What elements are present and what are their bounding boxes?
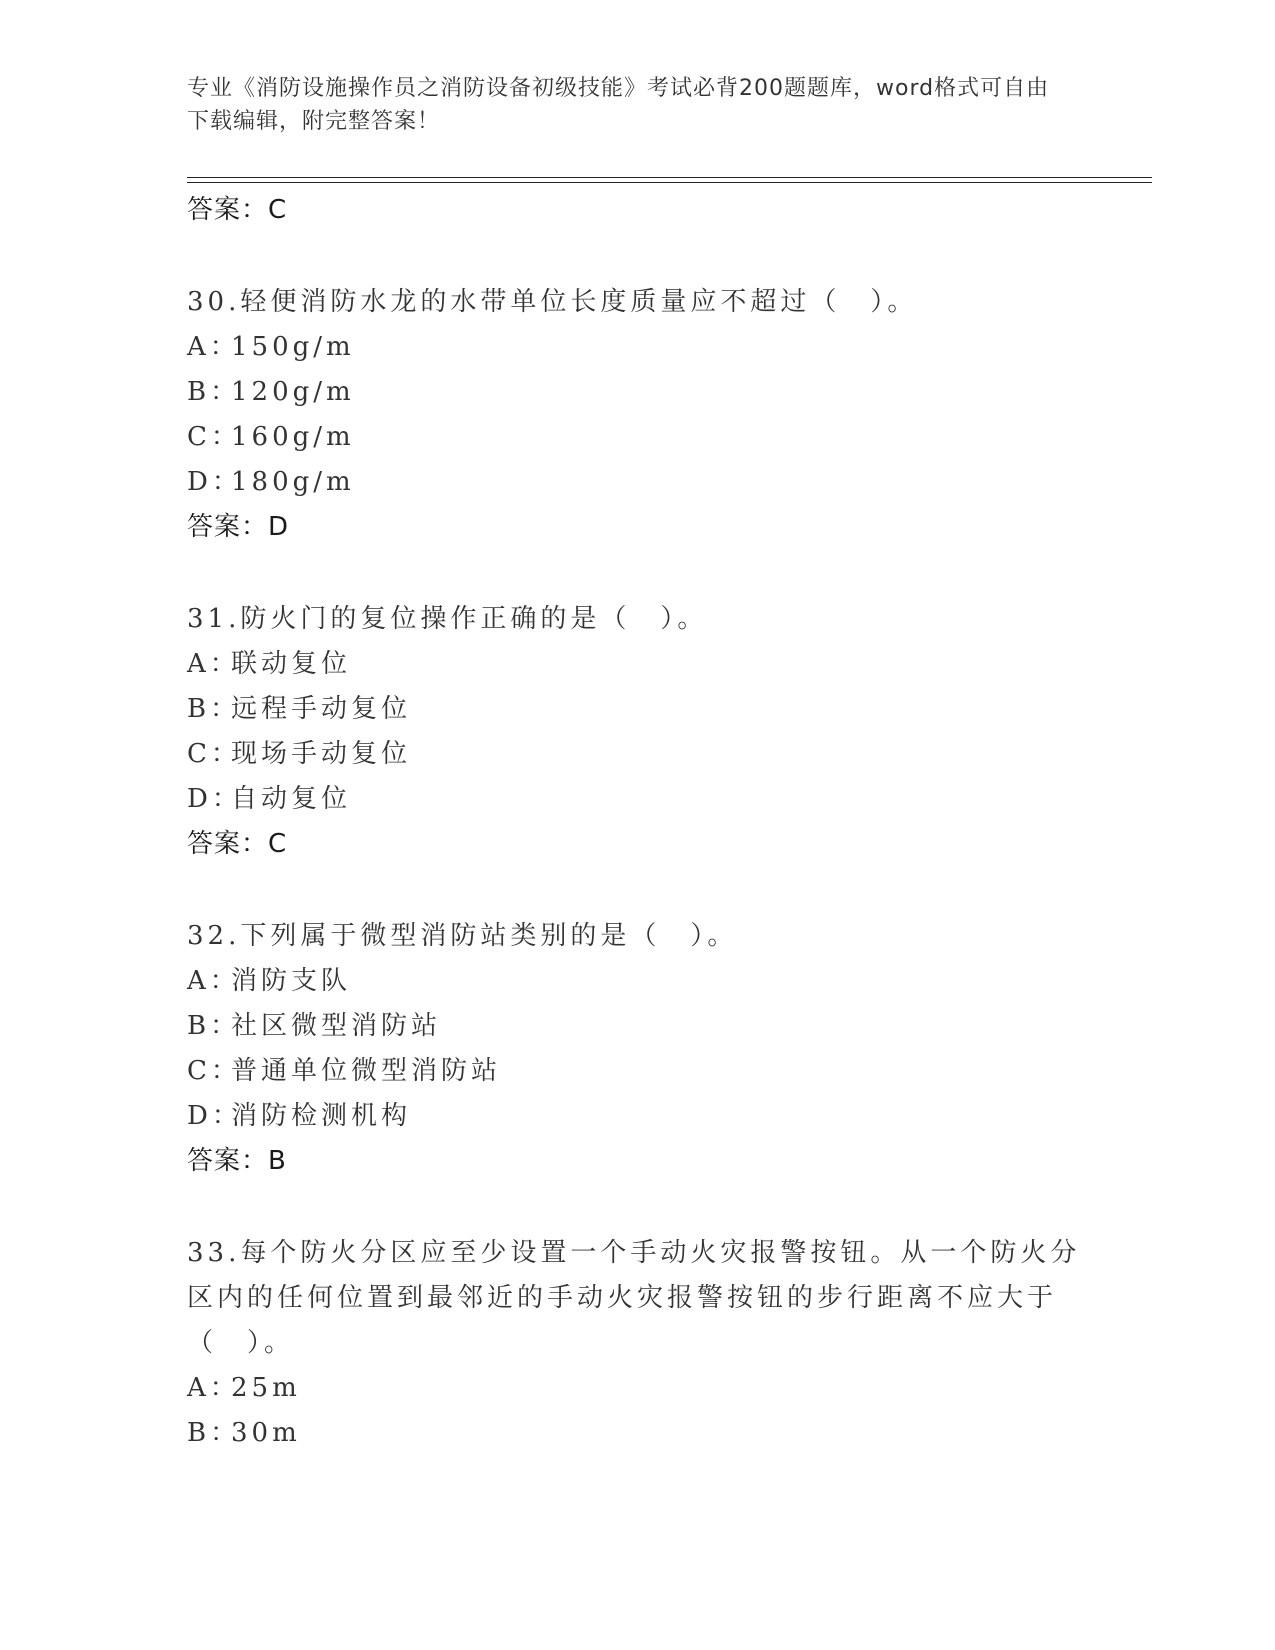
- option-text: 消防支队: [231, 966, 352, 996]
- option-key: B：: [187, 1011, 241, 1041]
- option-c: [187, 1049, 1087, 1094]
- option-text: 普通单位微型消防站: [231, 1056, 502, 1086]
- option-key: D：: [187, 1101, 242, 1131]
- question-stem: 31.防火门的复位操作正确的是（ ）。: [187, 604, 708, 634]
- option-d: [187, 777, 1087, 822]
- option-text: 消防检测机构: [231, 1101, 412, 1131]
- option-text: 自动复位: [231, 784, 352, 814]
- option-text: 25m: [231, 1373, 301, 1403]
- question-list: [187, 188, 1087, 1456]
- option-b: [187, 1411, 1087, 1456]
- option-key: D：: [187, 784, 242, 814]
- option-b: [187, 1004, 1087, 1049]
- option-key: C：: [187, 739, 241, 769]
- option-d: [187, 460, 1087, 505]
- option-key: A：: [187, 966, 240, 996]
- option-a: [187, 959, 1087, 1004]
- option-text: 150g/m: [231, 332, 355, 362]
- option-a: [187, 325, 1087, 370]
- option-a: [187, 642, 1087, 687]
- option-key: C：: [187, 422, 241, 452]
- option-key: A：: [187, 332, 240, 362]
- option-c: [187, 415, 1087, 460]
- question-33: [187, 1231, 1087, 1456]
- option-key: B：: [187, 377, 241, 407]
- previous-answer: 答案：C: [187, 195, 288, 225]
- option-c: [187, 732, 1087, 777]
- option-text: 120g/m: [231, 377, 355, 407]
- option-text: 160g/m: [231, 422, 355, 452]
- answer: 答案：D: [187, 512, 290, 542]
- document-header: 专业《消防设施操作员之消防设备初级技能》考试必背200题题库，word格式可自由下载编辑，附完整答案！: [187, 76, 1050, 134]
- header-divider-bottom: [187, 182, 1152, 183]
- answer: 答案：B: [187, 1146, 287, 1176]
- option-key: B：: [187, 1418, 241, 1448]
- option-d: [187, 1094, 1087, 1139]
- question-stem: 33.每个防火分区应至少设置一个手动火灾报警按钮。从一个防火分区内的任何位置到最邻近的手动火灾报警按钮的步行距离不应大于（ ）。: [187, 1238, 1081, 1358]
- option-text: 远程手动复位: [231, 694, 412, 724]
- option-b: [187, 370, 1087, 415]
- option-text: 180g/m: [231, 467, 355, 497]
- option-a: [187, 1366, 1087, 1411]
- option-text: 30m: [231, 1418, 301, 1448]
- option-b: [187, 687, 1087, 732]
- option-key: A：: [187, 649, 240, 679]
- question-32: [187, 914, 1087, 1184]
- option-text: 社区微型消防站: [231, 1011, 442, 1041]
- option-text: 联动复位: [231, 649, 352, 679]
- option-key: B：: [187, 694, 241, 724]
- answer: 答案：C: [187, 829, 288, 859]
- question-stem: 32.下列属于微型消防站类别的是（ ）。: [187, 921, 738, 951]
- option-key: C：: [187, 1056, 241, 1086]
- header-divider-top: [187, 177, 1152, 178]
- question-31: [187, 597, 1087, 867]
- question-30: [187, 280, 1087, 550]
- option-key: D：: [187, 467, 242, 497]
- option-text: 现场手动复位: [231, 739, 412, 769]
- question-stem: 30.轻便消防水龙的水带单位长度质量应不超过（ ）。: [187, 287, 918, 317]
- option-key: A：: [187, 1373, 240, 1403]
